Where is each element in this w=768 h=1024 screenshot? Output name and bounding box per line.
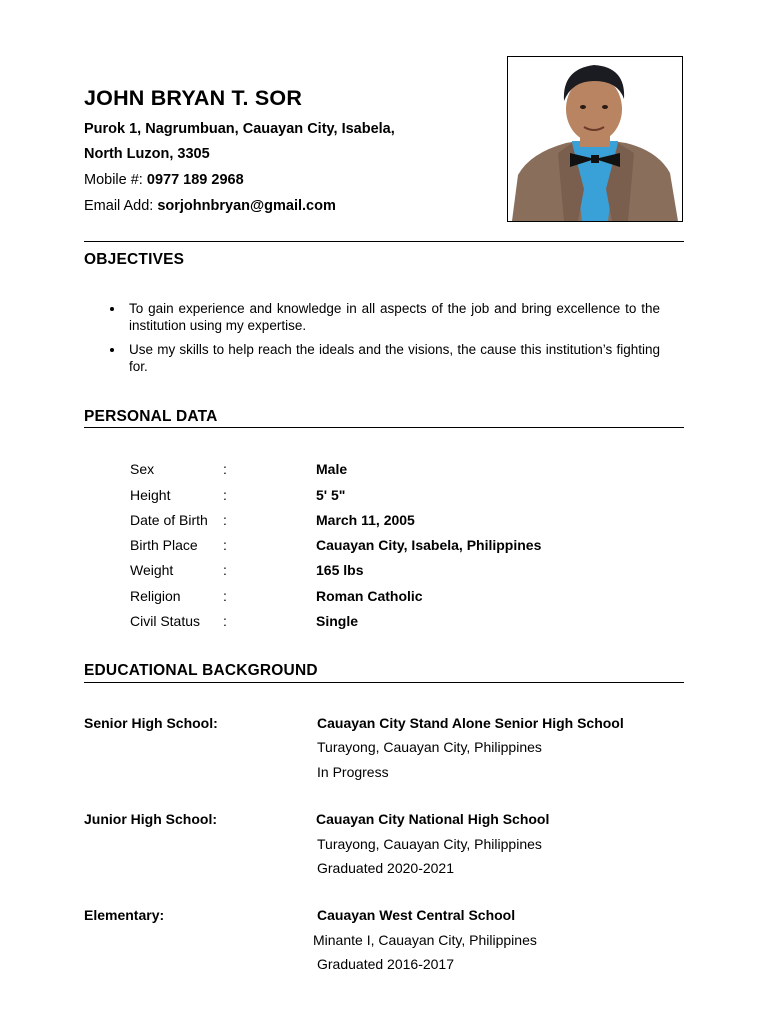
profile-photo-icon (508, 57, 682, 221)
email-value: sorjohnbryan@gmail.com (157, 198, 336, 214)
education-level: Junior High School: (84, 811, 217, 827)
list-item (108, 300, 660, 334)
personal-label: Weight (130, 562, 174, 578)
header-divider (84, 241, 684, 242)
personal-label: Height (130, 487, 171, 503)
email-line (84, 198, 336, 214)
personal-value: March 11, 2005 (316, 512, 415, 528)
personal-label: Civil Status (130, 613, 201, 629)
personal-separator: : (223, 588, 227, 604)
education-location: Turayong, Cauayan City, Philippines (317, 836, 542, 852)
personal-value: Roman Catholic (316, 588, 423, 604)
objectives-list (108, 300, 660, 382)
education-level: Senior High School: (84, 715, 218, 731)
education-level: Elementary: (84, 907, 165, 923)
personal-value: Male (316, 461, 348, 477)
personal-label: Sex (130, 461, 155, 477)
personal-separator: : (223, 562, 227, 578)
education-school: Cauayan City National High School (316, 811, 550, 827)
personal-value: Single (316, 613, 359, 629)
education-status: In Progress (317, 764, 389, 780)
education-status: Graduated 2020-2021 (317, 860, 454, 876)
objective-text: To gain experience and knowledge in all aspects of the job and bring excellence to the institution using my expertise. (129, 301, 660, 333)
education-divider (84, 682, 684, 683)
bullet-icon (110, 307, 114, 311)
personal-label: Birth Place (130, 537, 198, 553)
email-label: Email Add: (84, 198, 158, 214)
bullet-icon (110, 348, 114, 352)
education-title: EDUCATIONAL BACKGROUND (84, 662, 318, 679)
personal-separator: : (223, 461, 227, 477)
mobile-label: Mobile #: (84, 172, 147, 188)
education-school: Cauayan West Central School (317, 907, 516, 923)
list-item (108, 341, 660, 375)
address-line-2: North Luzon, 3305 (84, 146, 210, 162)
personal-separator: : (223, 537, 227, 553)
applicant-name: JOHN BRYAN T. SOR (84, 86, 303, 110)
personal-value: Cauayan City, Isabela, Philippines (316, 537, 542, 553)
education-status: Graduated 2016-2017 (317, 956, 454, 972)
personal-separator: : (223, 512, 227, 528)
education-location: Turayong, Cauayan City, Philippines (317, 739, 542, 755)
personal-label: Religion (130, 588, 181, 604)
personal-data-title: PERSONAL DATA (84, 408, 218, 425)
personal-value: 165 lbs (316, 562, 364, 578)
personal-separator: : (223, 613, 227, 629)
mobile-value: 0977 189 2968 (146, 172, 244, 188)
education-school: Cauayan City Stand Alone Senior High School (317, 715, 624, 731)
personal-data-divider (84, 427, 684, 428)
objective-text: Use my skills to help reach the ideals and the visions, the cause this institution’s fighting for. (129, 342, 660, 374)
personal-value: 5' 5" (316, 487, 346, 503)
address-line-1: Purok 1, Nagrumbuan, Cauayan City, Isabela, (84, 121, 395, 137)
mobile-line (84, 172, 244, 188)
objectives-title: OBJECTIVES (84, 251, 185, 268)
profile-photo (507, 56, 683, 222)
education-location: Minante I, Cauayan City, Philippines (313, 932, 537, 948)
personal-separator: : (223, 487, 227, 503)
personal-label: Date of Birth (130, 512, 208, 528)
